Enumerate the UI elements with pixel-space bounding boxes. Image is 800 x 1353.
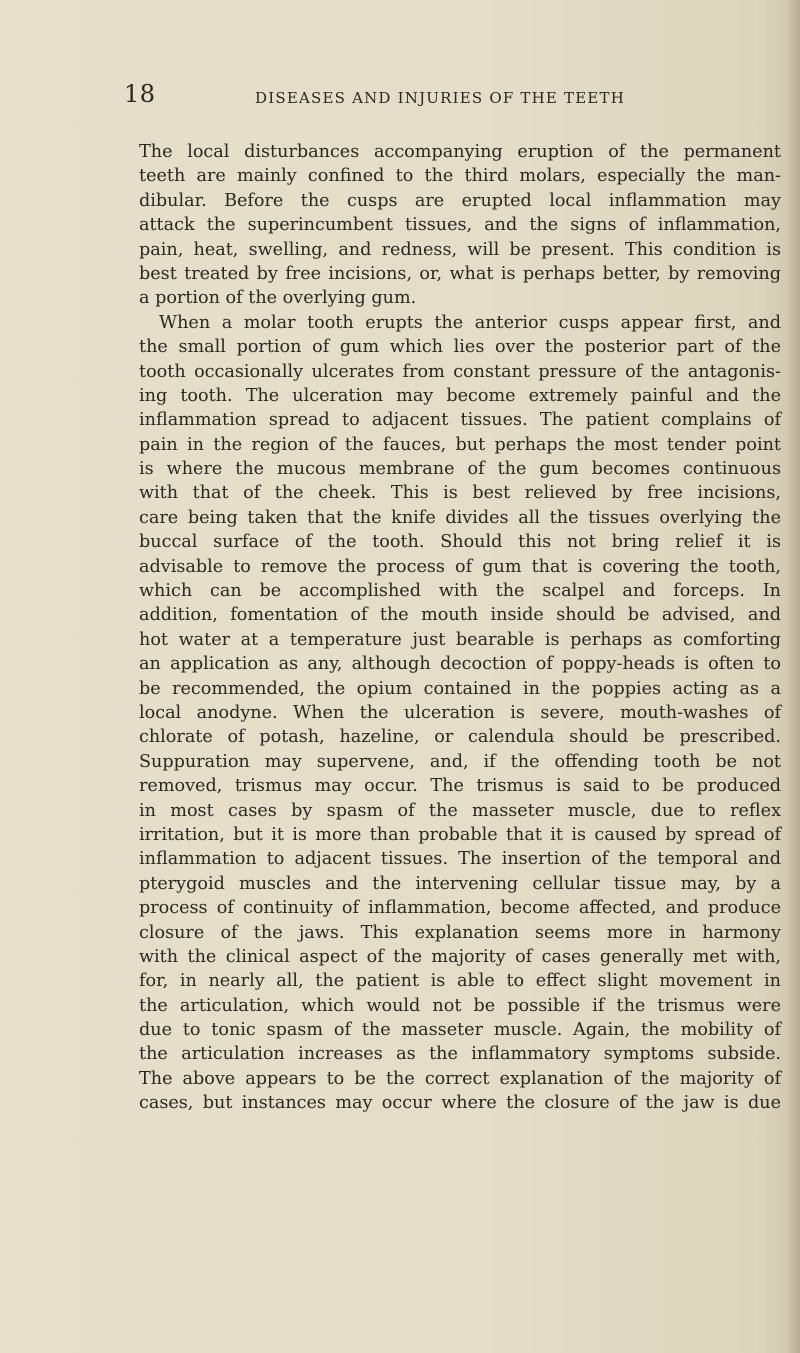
running-head: DISEASES AND INJURIES OF THE TEETH	[255, 89, 626, 107]
text-line: be recommended, the opium contained in the poppies acting as a	[139, 678, 781, 699]
text-line: with that of the cheek. This is best relieved by free incisions,	[139, 483, 781, 504]
text-line: advisable to remove the process of gum that is covering the tooth,	[139, 556, 781, 577]
text-line: inflammation to adjacent tissues. The insertion of the temporal and	[139, 849, 781, 870]
page-header	[0, 80, 800, 110]
text-line: local anodyne. When the ulceration is severe, mouth-washes of	[139, 702, 781, 723]
text-line: When a molar tooth erupts the anterior cusps appear first, and	[159, 312, 781, 333]
text-line: teeth are mainly confined to the third molars, especially the man-	[139, 166, 781, 187]
text-line: the articulation increases as the inflammatory symptoms subside.	[139, 1044, 781, 1065]
text-line: closure of the jaws. This explanation seems more in harmony	[139, 922, 781, 943]
text-line: Suppuration may supervene, and, if the offending tooth be not	[139, 751, 781, 772]
body-text	[139, 140, 781, 1116]
text-line: removed, trismus may occur. The trismus is said to be produced	[139, 776, 781, 797]
text-line: for, in nearly all, the patient is able to effect slight movement in	[139, 971, 781, 992]
text-line: is where the mucous membrane of the gum becomes continuous	[139, 459, 781, 480]
text-line: dibular. Before the cusps are erupted local inflammation may	[139, 190, 781, 211]
text-line: addition, fomentation of the mouth inside should be advised, and	[139, 605, 781, 626]
text-line: pain in the region of the fauces, but perhaps the most tender point	[139, 434, 781, 455]
text-line: tooth occasionally ulcerates from constant pressure of the antagonis-	[139, 361, 781, 382]
text-line: buccal surface of the tooth. Should this not bring relief it is	[139, 532, 781, 553]
text-line: best treated by free incisions, or, what is perhaps better, by removing	[139, 263, 781, 284]
text-line: process of continuity of inflammation, become affected, and produce	[139, 898, 781, 919]
text-line: attack the superincumbent tissues, and the signs of inflammation,	[139, 215, 781, 236]
text-line: hot water at a temperature just bearable is perhaps as comforting	[139, 629, 781, 650]
text-line: cases, but instances may occur where the closure of the jaw is due	[139, 1093, 781, 1114]
text-line: with the clinical aspect of the majority of cases generally met with,	[139, 946, 781, 967]
text-line: ing tooth. The ulceration may become extremely painful and the	[139, 385, 781, 406]
page-number: 18	[124, 80, 156, 108]
text-line: The local disturbances accompanying eruption of the permanent	[139, 142, 781, 162]
text-line: The above appears to be the correct explanation of the majority of	[139, 1068, 781, 1089]
text-line: the articulation, which would not be possible if the trismus were	[139, 995, 781, 1016]
text-line: the small portion of gum which lies over the posterior part of the	[139, 337, 781, 358]
text-line: which can be accomplished with the scalpel and forceps. In	[139, 581, 781, 602]
text-line: chlorate of potash, hazeline, or calendula should be prescribed.	[139, 727, 781, 748]
text-line: care being taken that the knife divides all the tissues overlying the	[139, 507, 781, 528]
text-line: pain, heat, swelling, and redness, will be present. This condition is	[139, 239, 781, 260]
text-line: due to tonic spasm of the masseter muscle. Again, the mobility of	[139, 1020, 781, 1041]
page-edge-shadow	[786, 0, 800, 1353]
text-line: a portion of the overlying gum.	[139, 288, 417, 309]
text-line: inflammation spread to adjacent tissues. The patient complains of	[139, 410, 781, 431]
text-line: pterygoid muscles and the intervening cellular tissue may, by a	[139, 873, 781, 894]
text-line: irritation, but it is more than probable that it is caused by spread of	[139, 824, 781, 845]
text-line: in most cases by spasm of the masseter muscle, due to reflex	[139, 800, 781, 821]
text-line: an application as any, although decoction of poppy-heads is often to	[139, 654, 781, 675]
